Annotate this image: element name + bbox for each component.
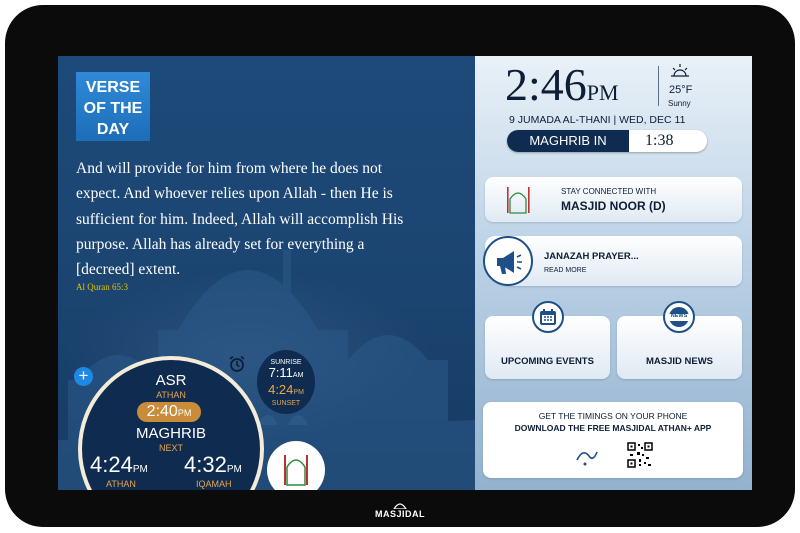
app-promo-line-2: DOWNLOAD THE FREE MASJIDAL ATHAN+ APP: [514, 423, 712, 433]
news-label: MASJID NEWS: [645, 356, 714, 367]
current-ampm: PM: [586, 80, 619, 105]
current-prayer-time: 2:40: [146, 403, 178, 420]
athan-time-block: [90, 452, 148, 478]
current-time-block: [505, 58, 619, 111]
news-icon-circle: [663, 301, 695, 333]
verse-of-the-day-badge: [76, 72, 150, 141]
countdown-label: MAGHRIB IN: [507, 130, 629, 152]
countdown-value: 1:38: [645, 132, 674, 149]
calendar-icon-circle: [532, 301, 564, 333]
weather-condition: Sunny: [668, 99, 691, 108]
app-promo-card[interactable]: [483, 402, 743, 478]
sunset-time-block: [257, 383, 315, 400]
sunrise-ampm: AM: [292, 372, 304, 379]
iqamah-ampm: PM: [226, 464, 242, 475]
badge-line-1: VERSE: [85, 79, 141, 96]
events-label: UPCOMING EVENTS: [501, 356, 594, 367]
brand-name: MASJIDAL: [374, 509, 425, 519]
verse-source: Al Quran 65:3: [76, 282, 128, 292]
calendar-icon: [538, 307, 558, 327]
iqamah-label: IQAMAH: [196, 479, 232, 489]
megaphone-icon: [494, 247, 524, 277]
athan-ampm: PM: [132, 464, 148, 475]
alarm-clock-icon[interactable]: [228, 355, 246, 373]
app-promo-line-1: GET THE TIMINGS ON YOUR PHONE: [538, 411, 688, 421]
sunset-time: 4:24: [268, 382, 294, 397]
iqamah-time: 4:32: [184, 452, 227, 477]
expand-plus-button[interactable]: +: [74, 367, 93, 386]
current-prayer-time-pill: [137, 402, 201, 422]
verse-text: And will provide for him from where he does not expect. And whoever relies upon Allah - then He is sufficient for him. Indeed, Allah will accomplish His purpose. Allah has already set for everything a [decreed] extent.: [76, 160, 404, 279]
masjid-logo-circle[interactable]: [267, 441, 325, 490]
masjid-noor-logo-icon: [267, 441, 325, 490]
hijri-gregorian-date: 9 JUMADA AL-THANI | WED, DEC 11: [509, 114, 686, 126]
dome-icon: [392, 499, 408, 509]
sunrise-time: 7:11: [268, 365, 293, 380]
badge-line-3: DAY: [96, 121, 130, 138]
sunrise-time-block: [257, 366, 315, 383]
athan-label: ATHAN: [106, 479, 136, 489]
sunset-label: SUNSET: [271, 400, 301, 407]
stay-connected-card[interactable]: [485, 177, 742, 222]
connect-subtitle: STAY CONNECTED WITH: [561, 187, 657, 196]
prayer-times-dial: [78, 356, 264, 490]
news-badge-text: NEWS: [670, 313, 688, 319]
screen: [58, 56, 752, 490]
masjid-noor-small-logo-icon: [493, 181, 543, 219]
qr-code-icon[interactable]: [627, 442, 653, 468]
sunset-ampm: PM: [293, 389, 304, 396]
masjidal-footer-logo: [360, 499, 440, 519]
announcement-card[interactable]: [485, 236, 742, 286]
sun-times-circle: [257, 350, 315, 414]
iqamah-time-block: [184, 452, 242, 478]
athan-time: 4:24: [90, 452, 133, 477]
sunrise-label: SUNRISE: [270, 359, 302, 366]
current-time: 2:46: [505, 59, 587, 110]
read-more-link[interactable]: READ MORE: [544, 267, 587, 274]
announcement-title: JANAZAH PRAYER...: [544, 251, 639, 262]
sun-weather-icon: [670, 62, 690, 82]
connect-title: MASJID NOOR (D): [561, 199, 666, 213]
athan-app-logo-icon: [571, 442, 601, 472]
next-prayer-label: NEXT: [158, 443, 183, 453]
current-prayer-ampm: PM: [177, 408, 192, 418]
temperature: 25°F: [669, 84, 693, 96]
tablet-frame: [5, 5, 795, 527]
verse-panel: [58, 56, 475, 490]
next-prayer-name: MAGHRIB: [135, 425, 206, 442]
current-prayer-name: ASR: [155, 372, 187, 389]
current-prayer-label: ATHAN: [156, 390, 186, 400]
clock-divider: [658, 66, 659, 106]
badge-line-2: OF THE: [83, 100, 143, 117]
announcement-icon-circle: [483, 236, 533, 286]
next-prayer-countdown: [507, 130, 707, 152]
info-panel: [475, 56, 752, 490]
